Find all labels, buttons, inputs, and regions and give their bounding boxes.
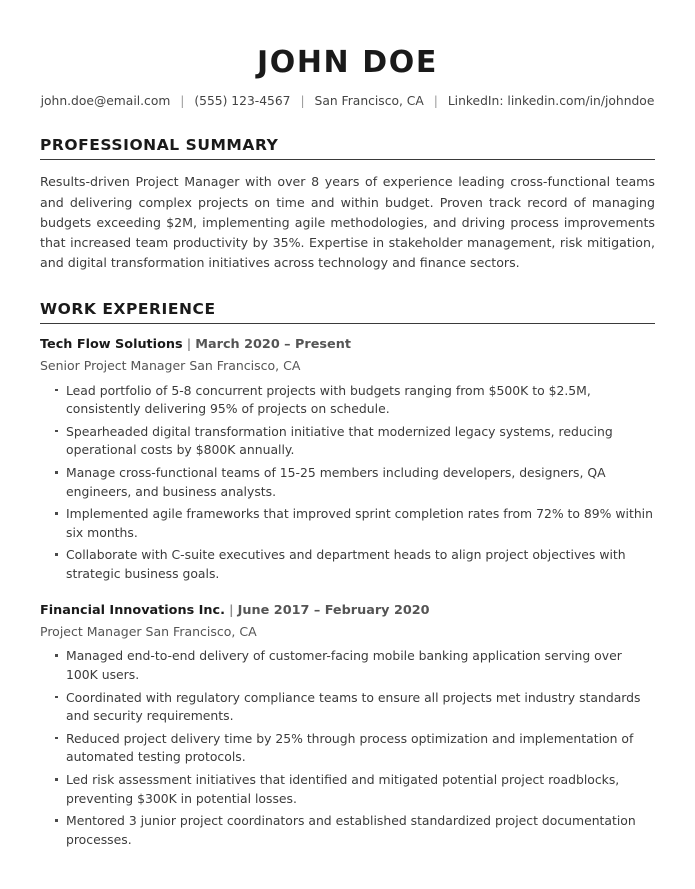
resume-header — [40, 0, 655, 110]
job-company: Financial Innovations Inc. — [40, 602, 225, 618]
contact-separator: | — [433, 94, 438, 108]
job-company: Tech Flow Solutions — [40, 336, 183, 352]
job-bullet: Implemented agile frameworks that improved sprint completion rates from 72% to 89% within six months. — [40, 505, 655, 542]
job-subheading — [40, 622, 655, 641]
job-dates: March 2020 – Present — [195, 336, 351, 352]
experience-body — [40, 324, 655, 850]
job-dates: June 2017 – February 2020 — [237, 602, 430, 618]
job-entry — [40, 602, 655, 850]
job-separator: | — [228, 602, 234, 618]
section-professional-summary — [40, 136, 655, 273]
job-role: Senior Project Manager — [40, 358, 186, 374]
job-bullet: Spearheaded digital transformation initiative that modernized legacy systems, reducing operational costs by $800K annually. — [40, 423, 655, 460]
job-bullet: Managed end-to-end delivery of customer-facing mobile banking application serving over 100K users. — [40, 647, 655, 684]
job-bullet: Coordinated with regulatory compliance teams to ensure all projects met industry standards and security requirements. — [40, 689, 655, 726]
section-title-summary: PROFESSIONAL SUMMARY — [40, 136, 655, 160]
summary-text: Results-driven Project Manager with over 8 years of experience leading cross-functional teams and delivering complex projects on time and within budget. Proven track record of managing budgets exceeding $2M, implementing agile methodologies, and driving process improvements that increased team productivity by 35%. Expertise in stakeholder management, risk mitigation, and digital transformation initiatives across technology and finance sectors. — [40, 174, 655, 271]
job-bullet-list — [40, 647, 655, 849]
contact-phone: (555) 123-4567 — [194, 94, 291, 108]
job-bullet: Collaborate with C-suite executives and department heads to align project objectives with strategic business goals. — [40, 546, 655, 583]
contact-separator: | — [180, 94, 185, 108]
candidate-name: JOHN DOE — [256, 45, 439, 80]
job-location: San Francisco, CA — [145, 624, 257, 640]
contact-line — [40, 93, 655, 110]
contact-email: john.doe@email.com — [40, 94, 171, 108]
job-separator: | — [186, 336, 192, 352]
job-subheading — [40, 356, 655, 375]
job-role: Project Manager — [40, 624, 142, 640]
job-bullet: Lead portfolio of 5-8 concurrent projects with budgets ranging from $500K to $2.5M, consistently delivering 95% of projects on schedule. — [40, 382, 655, 419]
contact-location: San Francisco, CA — [314, 94, 424, 108]
job-bullet-list — [40, 382, 655, 584]
job-entry — [40, 336, 655, 584]
job-heading — [40, 336, 655, 355]
section-work-experience — [40, 300, 655, 850]
job-bullet: Manage cross-functional teams of 15-25 members including developers, designers, QA engineers, and business analysts. — [40, 464, 655, 501]
job-bullet: Reduced project delivery time by 25% through process optimization and implementation of automated testing protocols. — [40, 730, 655, 767]
job-location: San Francisco, CA — [189, 358, 301, 374]
summary-body — [40, 160, 655, 273]
job-bullet: Led risk assessment initiatives that identified and mitigated potential project roadblocks, preventing $300K in potential losses. — [40, 771, 655, 808]
contact-linkedin: LinkedIn: linkedin.com/in/johndoe — [447, 94, 655, 108]
section-title-experience: WORK EXPERIENCE — [40, 300, 655, 324]
job-heading — [40, 602, 655, 621]
job-bullet: Mentored 3 junior project coordinators and established standardized project documentation processes. — [40, 812, 655, 849]
contact-separator: | — [300, 94, 305, 108]
